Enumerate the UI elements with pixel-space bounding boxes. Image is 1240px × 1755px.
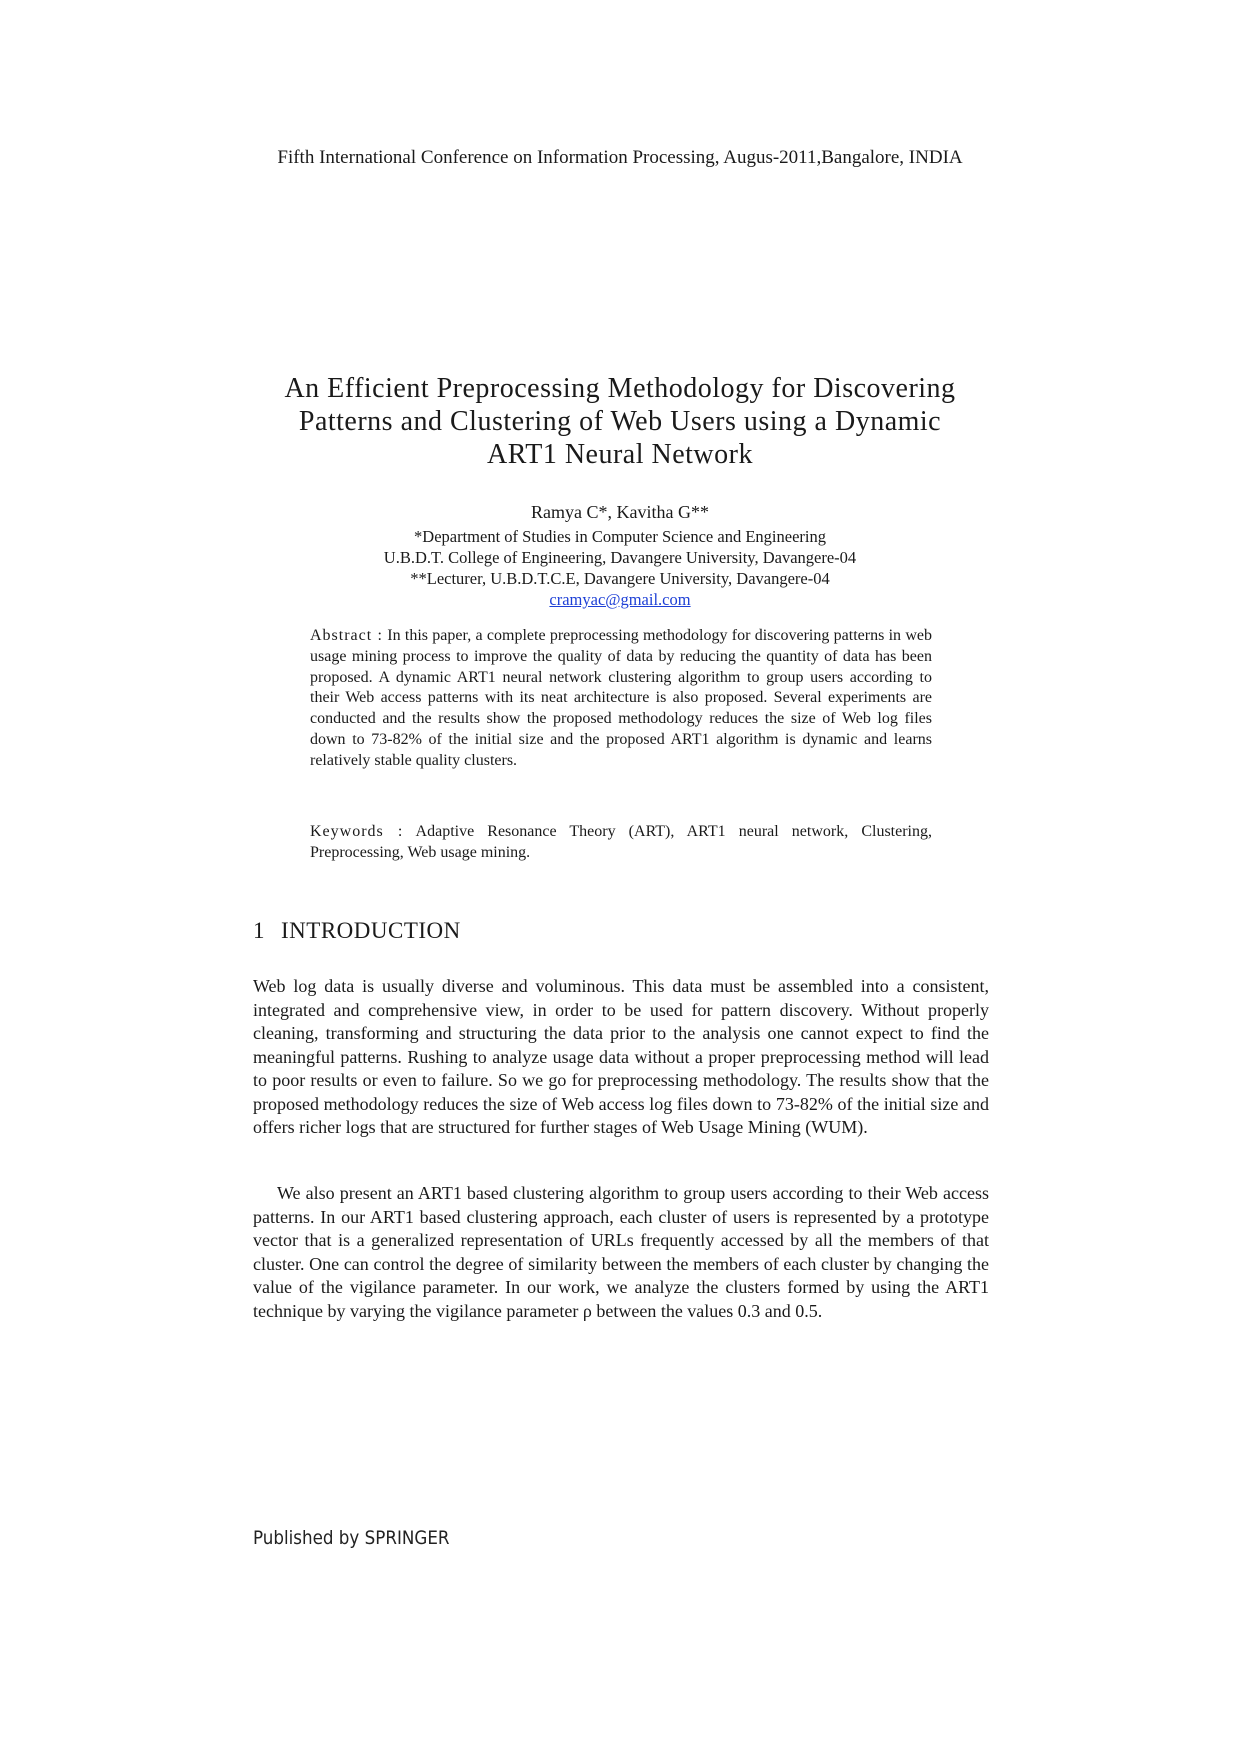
keywords-text: Adaptive Resonance Theory (ART), ART1 neural network, Clustering, Preprocessing, Web usage mining. xyxy=(310,823,932,861)
body-paragraph: We also present an ART1 based clustering algorithm to group users according to their Web access patterns. In our ART1 based clustering approach, each cluster of users is represented by a prototype vector that is a generalized representation of URLs frequently accessed by all the members of that cluster. One can control the degree of similarity between the members of each cluster by changing the value of the vigilance parameter. In our work, we analyze the clusters formed by using the ART1 technique by varying the vigilance parameter ρ between the values 0.3 and 0.5. xyxy=(253,1183,989,1321)
abstract-text: In this paper, a complete preprocessing methodology for discovering patterns in web usage mining process to improve the quality of data by reducing the quantity of data has been proposed. A dynamic ART1 neural network clustering algorithm to group users according to their Web access patterns with its neat architecture is also proposed. Several experiments are conducted and the results show the proposed methodology reduces the size of Web log files down to 73-82% of the initial size and the proposed ART1 algorithm is dynamic and learns relatively stable quality clusters. xyxy=(310,627,933,769)
title-line: Patterns and Clustering of Web Users using a Dynamic xyxy=(298,406,942,437)
conference-header: Fifth International Conference on Information Processing, Augus-2011,Bangalore, INDIA xyxy=(277,147,963,168)
author-list: Ramya C*, Kavitha G** xyxy=(531,502,709,522)
title-line: ART1 Neural Network xyxy=(487,439,753,470)
publisher-footer: Published by SPRINGER xyxy=(253,1527,450,1549)
section-title: INTRODUCTION xyxy=(281,918,461,943)
abstract-label: Abstract : xyxy=(310,627,383,644)
abstract xyxy=(310,626,932,772)
paper-title xyxy=(220,372,1020,471)
section-number: 1 xyxy=(253,918,265,943)
keywords-label: Keywords : xyxy=(310,823,404,840)
affiliation: *Department of Studies in Computer Science and Engineering xyxy=(414,527,826,546)
email-link[interactable]: cramyac@gmail.com xyxy=(549,590,691,609)
section-heading xyxy=(253,918,461,944)
affiliation: **Lecturer, U.B.D.T.C.E, Davangere University, Davangere-04 xyxy=(410,569,830,588)
body-paragraph: Web log data is usually diverse and voluminous. This data must be assembled into a consistent, integrated and comprehensive view, in order to be used for pattern discovery. Without properly cleaning, transforming and structuring the data prior to the analysis one cannot expect to find the meaningful patterns. Rushing to analyze usage data without a proper preprocessing method will lead to poor results or even to failure. So we go for preprocessing methodology. The results show that the proposed methodology reduces the size of Web access log files down to 73-82% of the initial size and offers richer logs that are structured for further stages of Web Usage Mining (WUM). xyxy=(253,976,989,1137)
author-email xyxy=(0,590,1240,610)
keywords xyxy=(310,822,932,864)
affiliation: U.B.D.T. College of Engineering, Davangere University, Davangere-04 xyxy=(383,548,857,567)
title-line: An Efficient Preprocessing Methodology for Discovering xyxy=(284,373,956,404)
